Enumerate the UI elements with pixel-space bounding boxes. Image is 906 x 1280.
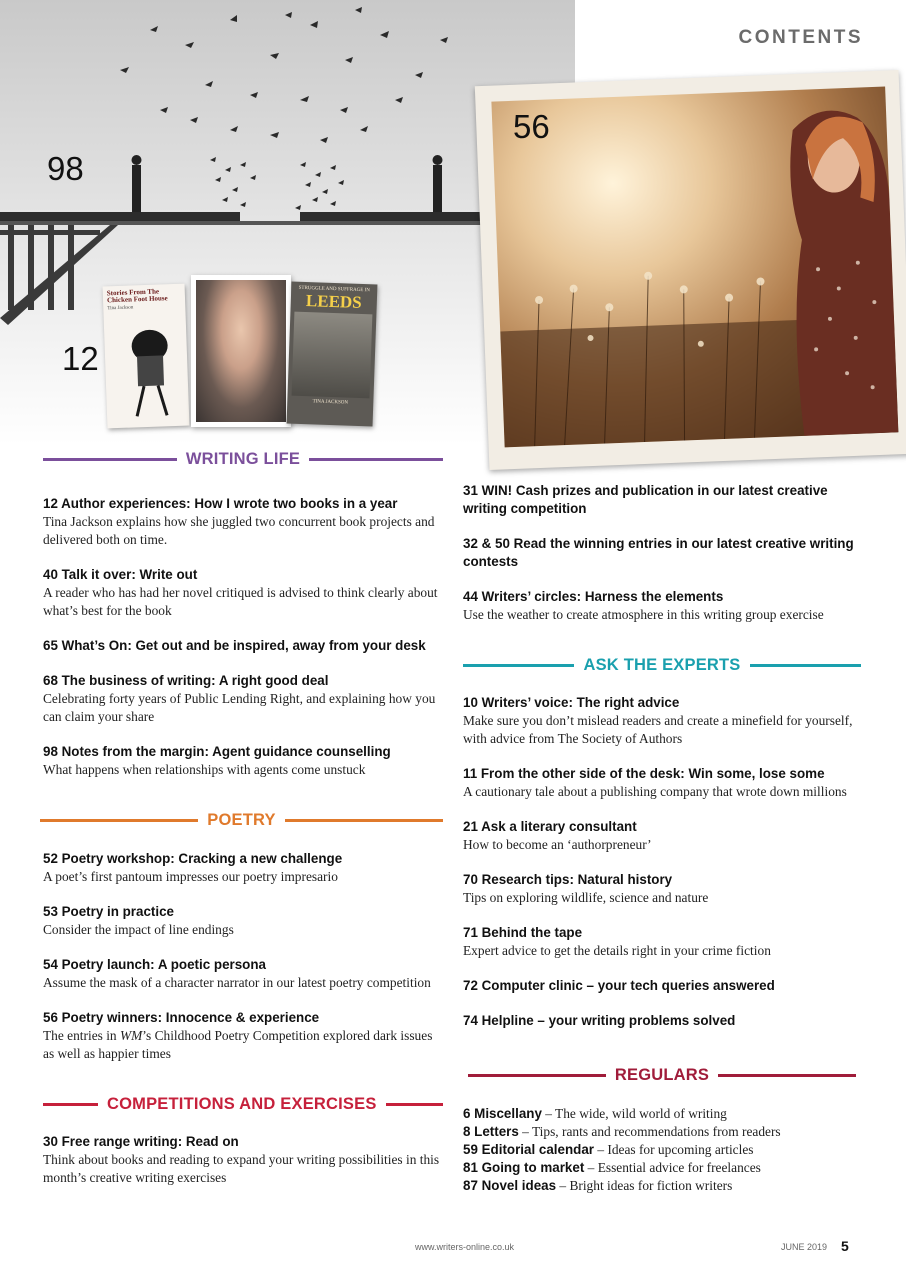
toc-entry-desc: Consider the impact of line endings: [43, 922, 234, 937]
footer-date: JUNE 2019: [781, 1242, 828, 1252]
regular-title: 81 Going to market: [463, 1160, 585, 1175]
author-portrait-image: [196, 280, 286, 422]
author-portrait: [191, 275, 291, 427]
toc-entry-title: 10 Writers’ voice: The right advice: [463, 695, 680, 710]
section-title: POETRY: [207, 810, 276, 829]
book1-author: Tina Jackson: [107, 305, 134, 312]
section-rule: [463, 664, 574, 667]
toc-entry-desc: Assume the mask of a character narrator in our latest poetry competition: [43, 975, 431, 990]
toc-entry-title: 65 What’s On: Get out and be inspired, away from your desk: [43, 638, 426, 653]
regular-item[interactable]: [463, 1141, 861, 1159]
book-cover-chicken-foot-house: [103, 284, 190, 429]
section-rule: [309, 458, 443, 461]
page-number-12-label: 12: [62, 340, 99, 377]
toc-entry[interactable]: [43, 743, 443, 779]
toc-entry-title: 56 Poetry winners: Innocence & experience: [43, 1010, 320, 1025]
toc-entry[interactable]: [463, 694, 861, 748]
regular-desc: – Ideas for upcoming articles: [593, 1142, 754, 1157]
page-number-56-label: 56: [513, 108, 550, 145]
regular-item[interactable]: [463, 1159, 861, 1177]
book3-photo: [292, 311, 373, 398]
toc-entry-title: 70 Research tips: Natural history: [463, 872, 673, 887]
toc-entry-title: 40 Talk it over: Write out: [43, 567, 198, 582]
toc-entry[interactable]: [43, 850, 443, 886]
field-illustration: [491, 87, 898, 448]
field-photo-image: [491, 87, 898, 448]
regular-title: 6 Miscellany: [463, 1106, 542, 1121]
page-title: CONTENTS: [738, 27, 863, 48]
toc-entry[interactable]: [463, 977, 861, 995]
regular-desc: – The wide, wild world of writing: [541, 1106, 727, 1121]
section-header-writing-life: [43, 448, 443, 470]
toc-entry-desc: Tips on exploring wildlife, science and nature: [463, 890, 709, 905]
toc-entry[interactable]: [43, 1133, 443, 1187]
toc-entry[interactable]: [463, 924, 861, 960]
section-header-regulars: [468, 1064, 856, 1086]
toc-entry[interactable]: [463, 765, 861, 801]
desc-text: The entries in: [43, 1028, 120, 1043]
section-header-competitions: [43, 1093, 443, 1115]
toc-entry[interactable]: [43, 1009, 443, 1063]
toc-entry-title: 44 Writers’ circles: Harness the elements: [463, 589, 724, 604]
section-title: WRITING LIFE: [185, 449, 301, 468]
section-rule: [43, 458, 177, 461]
toc-entry-title: 21 Ask a literary consultant: [463, 819, 637, 834]
regular-desc: – Bright ideas for fiction writers: [556, 1178, 733, 1193]
section-title: COMPETITIONS AND EXERCISES: [107, 1094, 377, 1113]
page-number-98-label: 98: [47, 150, 84, 187]
toc-entry[interactable]: [43, 566, 443, 620]
chicken-foot-house-icon: [103, 309, 189, 422]
book-covers: [105, 275, 380, 430]
section-rule: [750, 664, 861, 667]
toc-entry-title: 12 Author experiences: How I wrote two books in a year: [43, 496, 398, 511]
toc-entry[interactable]: [43, 903, 443, 939]
section-header-poetry: [40, 809, 443, 831]
toc-entry[interactable]: [463, 1012, 861, 1030]
regular-title: 87 Novel ideas: [463, 1178, 557, 1193]
toc-entry[interactable]: [463, 871, 861, 907]
section-header-ask-experts: [463, 654, 861, 676]
section-rule: [718, 1074, 856, 1077]
toc-entry-title: 11 From the other side of the desk: Win some, lose some: [463, 766, 825, 781]
toc-entry-title: 52 Poetry workshop: Cracking a new challenge: [43, 851, 343, 866]
regular-item[interactable]: [463, 1177, 861, 1195]
regular-desc: – Tips, rants and recommendations from readers: [518, 1124, 781, 1139]
toc-entry[interactable]: [43, 495, 443, 549]
toc-entry-desc: A cautionary tale about a publishing company that wrote down millions: [463, 784, 847, 799]
section-rule: [40, 819, 198, 822]
toc-entry-desc: Use the weather to create atmosphere in this writing group exercise: [463, 607, 824, 622]
toc-entry-desc: Celebrating forty years of Public Lending Right, and explaining how you can claim your share: [43, 691, 436, 724]
toc-entry-desc: Think about books and reading to expand your writing possibilities in this month’s creative writing exercises: [43, 1152, 440, 1185]
section-title: ASK THE EXPERTS: [583, 655, 741, 674]
section-rule: [285, 819, 443, 822]
toc-entry-title: 72 Computer clinic – your tech queries answered: [463, 978, 775, 993]
footer-page-number: 5: [841, 1238, 849, 1254]
toc-entry-desc: [43, 1027, 443, 1063]
toc-entry[interactable]: [43, 637, 443, 655]
desc-text: ’s Childhood Poetry Competition explored dark issues as well as happier times: [43, 1028, 433, 1061]
toc-entry-desc: Tina Jackson explains how she juggled two concurrent book projects and delivered both on time.: [43, 514, 435, 547]
regular-item[interactable]: [463, 1105, 861, 1123]
regular-item[interactable]: [463, 1123, 861, 1141]
right-column: [463, 482, 861, 1195]
book1-title: Stories From The Chicken Foot House: [106, 287, 168, 305]
toc-entry-desc: Expert advice to get the details right in your crime fiction: [463, 943, 771, 958]
toc-entry-desc: How to become an ‘authorpreneur’: [463, 837, 652, 852]
book3-title: LEEDS: [305, 290, 363, 312]
book3-author: TINA JACKSON: [312, 398, 349, 406]
left-column: [43, 448, 443, 1204]
toc-entry-desc: Make sure you don’t mislead readers and create a minefield for yourself, with advice from The Society of Authors: [463, 713, 853, 746]
section-rule: [43, 1103, 98, 1106]
regular-title: 8 Letters: [463, 1124, 519, 1139]
toc-entry-desc: A reader who has had her novel critiqued is advised to think clearly about what’s best for the book: [43, 585, 438, 618]
birds-flock: [120, 7, 448, 210]
toc-entry-title: 30 Free range writing: Read on: [43, 1134, 239, 1149]
toc-entry-desc: A poet’s first pantoum impresses our poetry impresario: [43, 869, 338, 884]
book-cover-leeds: [287, 282, 378, 427]
toc-entry-title: 54 Poetry launch: A poetic persona: [43, 957, 266, 972]
toc-entry[interactable]: [463, 482, 861, 518]
magazine-abbrev: WM: [119, 1028, 143, 1043]
toc-entry-title: 98 Notes from the margin: Agent guidance counselling: [43, 744, 391, 759]
toc-entry[interactable]: [43, 956, 443, 992]
toc-entry[interactable]: [43, 672, 443, 726]
toc-entry[interactable]: [463, 818, 861, 854]
section-title: REGULARS: [614, 1065, 710, 1084]
section-rule: [468, 1074, 606, 1077]
toc-entry[interactable]: [463, 588, 861, 624]
toc-entry-title: 74 Helpline – your writing problems solved: [463, 1013, 736, 1028]
toc-entry-title: 68 The business of writing: A right good deal: [43, 673, 329, 688]
section-rule: [386, 1103, 443, 1106]
regular-title: 59 Editorial calendar: [463, 1142, 594, 1157]
regular-desc: – Essential advice for freelances: [584, 1160, 761, 1175]
toc-entry[interactable]: [463, 535, 861, 571]
toc-entry-title: 32 & 50 Read the winning entries in our latest creative writing contests: [463, 536, 854, 569]
toc-entry-title: 31 WIN! Cash prizes and publication in our latest creative writing competition: [463, 483, 828, 516]
toc-entry-desc: What happens when relationships with agents come unstuck: [43, 762, 366, 777]
toc-entry-title: 71 Behind the tape: [463, 925, 583, 940]
toc-entry-title: 53 Poetry in practice: [43, 904, 174, 919]
book3-top-text: STRUGGLE AND SUFFRAGE IN: [298, 285, 370, 294]
footer-url[interactable]: www.writers-online.co.uk: [415, 1242, 515, 1252]
